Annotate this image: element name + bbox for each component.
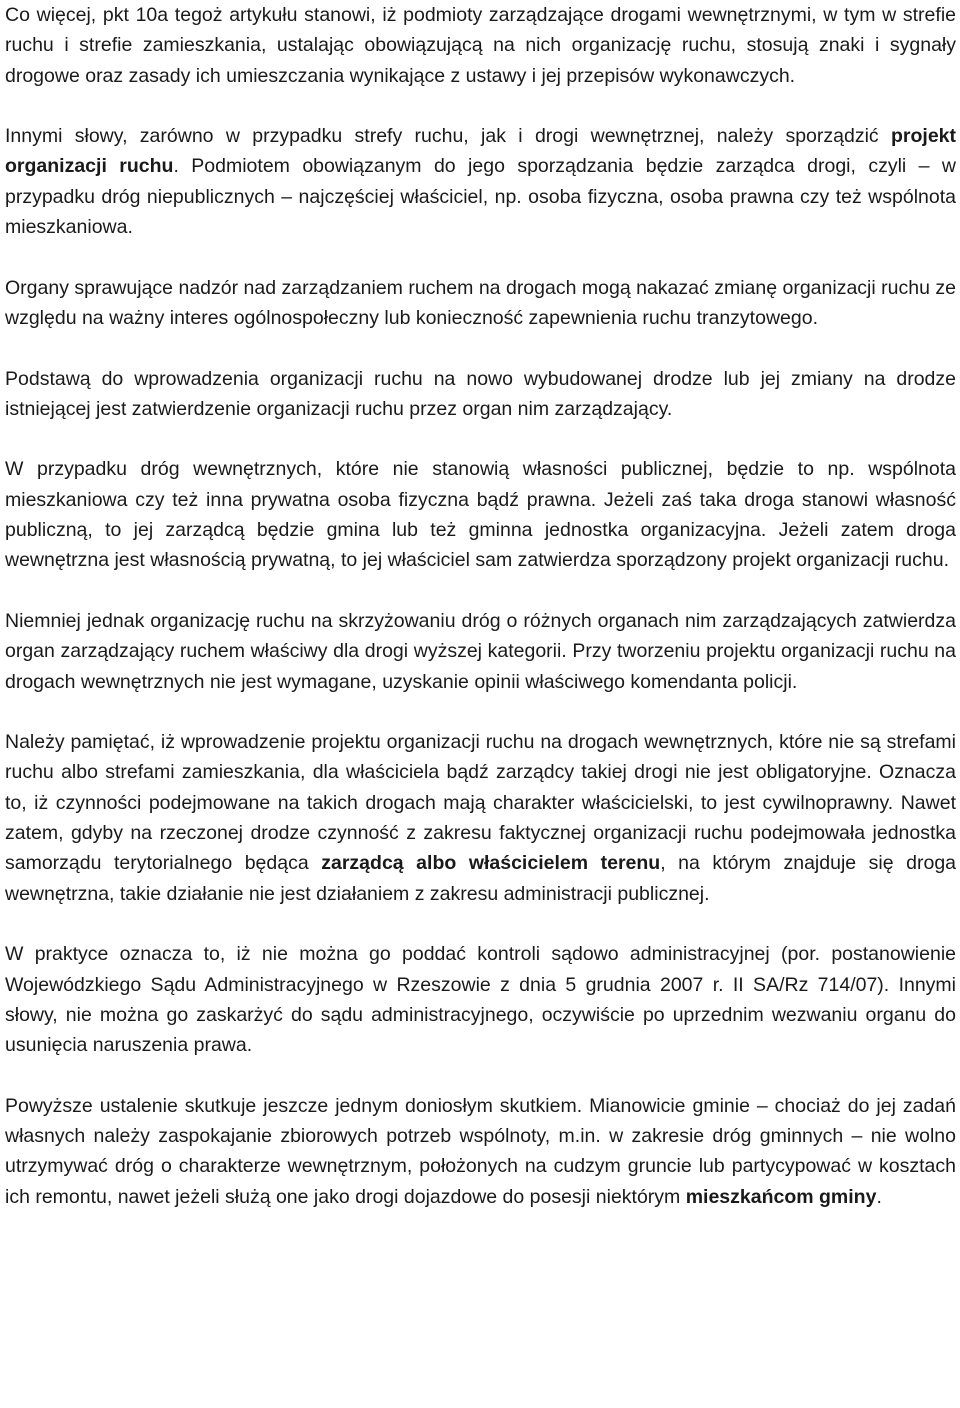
paragraph-6	[5, 606, 956, 697]
paragraph-3	[5, 273, 956, 334]
paragraph-text: .	[876, 1185, 882, 1208]
paragraph-1	[5, 0, 956, 91]
paragraph-2	[5, 121, 956, 242]
paragraph-9	[5, 1091, 956, 1212]
bold-phrase: mieszkańcom gminy	[685, 1185, 877, 1208]
paragraph-text: Co więcej, pkt 10a tegoż artykułu stanowi, iż podmioty zarządzające drogami wewnętrznymi, w tym w strefie ruchu i strefie zamieszkania, ustalając obowiązującą na nich organizację ruchu, stosują znaki i sygnały drogowe oraz zasady ich umieszczania wynikające z ustawy i jej przepisów wykonawczych.	[5, 4, 956, 87]
paragraph-text: W praktyce oznacza to, iż nie można go poddać kontroli sądowo administracyjnej (por. postanowienie Wojewódzkiego Sądu Administracyjnego w Rzeszowie z dnia 5 grudnia 2007 r. II SA/Rz 714/07). Innymi słowy, nie można go zaskarżyć do sądu administracyjnego, oczywiście po uprzednim wezwaniu organu do usunięcia naruszenia prawa.	[5, 943, 956, 1057]
paragraph-text: W przypadku dróg wewnętrznych, które nie stanowią własności publicznej, będzie to np. wspólnota mieszkaniowa czy też inna prywatna osoba fizyczna bądź prawna. Jeżeli zaś taka droga stanowi własność publiczną, to jej zarządcą będzie gmina lub też gminna jednostka organizacyjna. Jeżeli zatem droga wewnętrzna jest własnością prywatną, to jej właściciel sam zatwierdza sporządzony projekt organizacji ruchu.	[5, 458, 956, 572]
paragraph-text: Podstawą do wprowadzenia organizacji ruchu na nowo wybudowanej drodze lub jej zmiany na drodze istniejącej jest zatwierdzenie organizacji ruchu przez organ nim zarządzający.	[5, 367, 956, 420]
paragraph-5	[5, 454, 956, 575]
paragraph-text: Innymi słowy, zarówno w przypadku strefy ruchu, jak i drogi wewnętrznej, należy sporządzić	[5, 125, 891, 148]
bold-phrase: zarządcą albo właścicielem terenu	[321, 852, 661, 875]
paragraph-text: . Podmiotem obowiązanym do jego sporządzania będzie zarządca drogi, czyli – w przypadku dróg niepublicznych – najczęściej właściciel, np. osoba fizyczna, osoba prawna czy też wspólnota mieszkaniowa.	[5, 155, 956, 239]
paragraph-text: Powyższe ustalenie skutkuje jeszcze jednym doniosłym skutkiem. Mianowicie gminie – chociaż do jej zadań własnych należy zaspokajanie zbiorowych potrzeb wspólnoty, m.in. w zakresie dróg gminnych – nie wolno utrzymywać dróg o charakterze wewnętrznym, położonych na cudzym gruncie lub partycypować w kosztach ich remontu, nawet jeżeli służą one jako drogi dojazdowe do posesji niektórym	[5, 1094, 956, 1208]
paragraph-7	[5, 727, 956, 909]
paragraph-8	[5, 939, 956, 1060]
paragraph-4	[5, 364, 956, 425]
bold-phrase: projekt organizacji ruchu	[5, 125, 956, 178]
paragraph-text: , na którym znajduje się droga wewnętrzna, takie działanie nie jest działaniem z zakresu administracji publicznej.	[5, 852, 957, 905]
paragraph-text: Należy pamiętać, iż wprowadzenie projektu organizacji ruchu na drogach wewnętrznych, które nie są strefami ruchu albo strefami zamieszkania, dla właściciela bądź zarządcy takiej drogi nie jest obligatoryjne. Oznacza to, iż czynności podejmowane na takich drogach mają charakter właścicielski, to jest cywilnoprawny. Nawet zatem, gdyby na rzeczonej drodze czynność z zakresu faktycznej organizacji ruchu podejmowała jednostka samorządu terytorialnego będąca	[5, 731, 956, 875]
paragraph-text: Organy sprawujące nadzór nad zarządzaniem ruchem na drogach mogą nakazać zmianę organizacji ruchu ze względu na ważny interes ogólnospołeczny lub konieczność zapewnienia ruchu tranzytowego.	[5, 276, 956, 329]
paragraph-text: Niemniej jednak organizację ruchu na skrzyżowaniu dróg o różnych organach nim zarządzających zatwierdza organ zarządzający ruchem właściwy dla drogi wyższej kategorii. Przy tworzeniu projektu organizacji ruchu na drogach wewnętrznych nie jest wymagane, uzyskanie opinii właściwego komendanta policji.	[5, 609, 956, 693]
